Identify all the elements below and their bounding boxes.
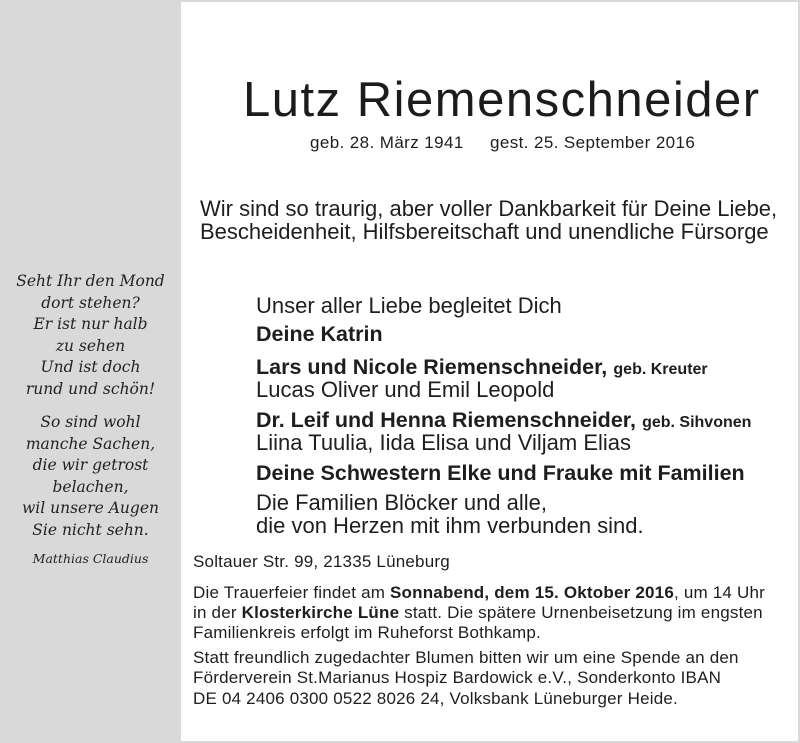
service-line — [193, 583, 765, 603]
poem-line: dort stehen? — [41, 293, 140, 312]
mourner-children: Liina Tuulia, Iida Elisa und Viljam Elias — [256, 430, 632, 455]
mourner-name: Dr. Leif und Henna Riemenschneider, — [256, 408, 636, 432]
poem-line: Sie nicht sehn. — [32, 520, 149, 539]
death-date: gest. 25. September 2016 — [490, 133, 696, 152]
service-text: statt. Die spätere Urnenbeisetzung im engsten — [399, 603, 763, 622]
service-line: Familienkreis erfolgt im Ruheforst Bothkamp. — [193, 623, 541, 642]
maiden-name: geb. Kreuter — [613, 361, 708, 378]
mourner-children: Lucas Oliver und Emil Leopold — [256, 377, 555, 402]
poem-line: wil unsere Augen — [22, 499, 159, 517]
deceased-name: Lutz Riemenschneider — [243, 73, 761, 127]
service-text: Die Trauerfeier findet am — [193, 583, 391, 602]
poem-author: Matthias Claudius — [32, 551, 149, 566]
service-venue: Klosterkirche Lüne — [241, 603, 400, 622]
tribute-line: Bescheidenheit, Hilfsbereitschaft und unendliche Fürsorge — [200, 219, 769, 244]
mourner-name: Deine Katrin — [256, 322, 383, 346]
closing-line: Die Familien Blöcker und alle, — [256, 490, 548, 515]
poem-line: So sind wohl — [40, 413, 141, 431]
mourners-intro: Unser aller Liebe begleitet Dich — [256, 293, 562, 318]
maiden-name: geb. Sihvonen — [642, 414, 752, 431]
poem-stanza-1 — [0, 271, 181, 400]
mourner-line — [256, 461, 745, 485]
service-date: Sonnabend, dem 15. Oktober 2016 — [390, 583, 674, 602]
service-line — [193, 603, 763, 623]
poem-line: zu sehen — [55, 336, 126, 355]
service-text: , um 14 Uhr — [673, 583, 765, 602]
donation-line: DE 04 2406 0300 0522 8026 24, Volksbank Lüneburger Heide. — [193, 689, 678, 708]
poem-line: rund und schön! — [25, 379, 156, 398]
mourner-name: Deine Schwestern Elke und Frauke mit Familien — [256, 461, 745, 485]
poem-line: manche Sachen, — [25, 434, 156, 453]
closing-line: die von Herzen mit ihm verbunden sind. — [256, 513, 644, 538]
poem-stanza-2 — [0, 412, 181, 541]
tribute-line: Wir sind so traurig, aber voller Dankbarkeit für Deine Liebe, — [200, 196, 778, 221]
mourner-name: Lars und Nicole Riemenschneider, — [256, 355, 608, 379]
service-text: in der — [193, 603, 242, 622]
birth-date: geb. 28. März 1941 — [310, 133, 464, 152]
poem-line: belachen, — [52, 477, 129, 496]
poem-line: Seht Ihr den Mond — [16, 272, 165, 290]
poem-line: Und ist doch — [40, 358, 141, 376]
donation-line: Statt freundlich zugedachter Blumen bitten wir um eine Spende an den — [193, 648, 739, 667]
donation-line: Förderverein St.Marianus Hospiz Bardowick e.V., Sonderkonto IBAN — [193, 668, 722, 687]
poem-panel — [0, 0, 181, 743]
poem-line: die wir getrost — [32, 456, 149, 474]
poem-line: Er ist nur halb — [33, 315, 148, 333]
address: Soltauer Str. 99, 21335 Lüneburg — [193, 552, 450, 571]
mourner-line — [256, 322, 383, 346]
